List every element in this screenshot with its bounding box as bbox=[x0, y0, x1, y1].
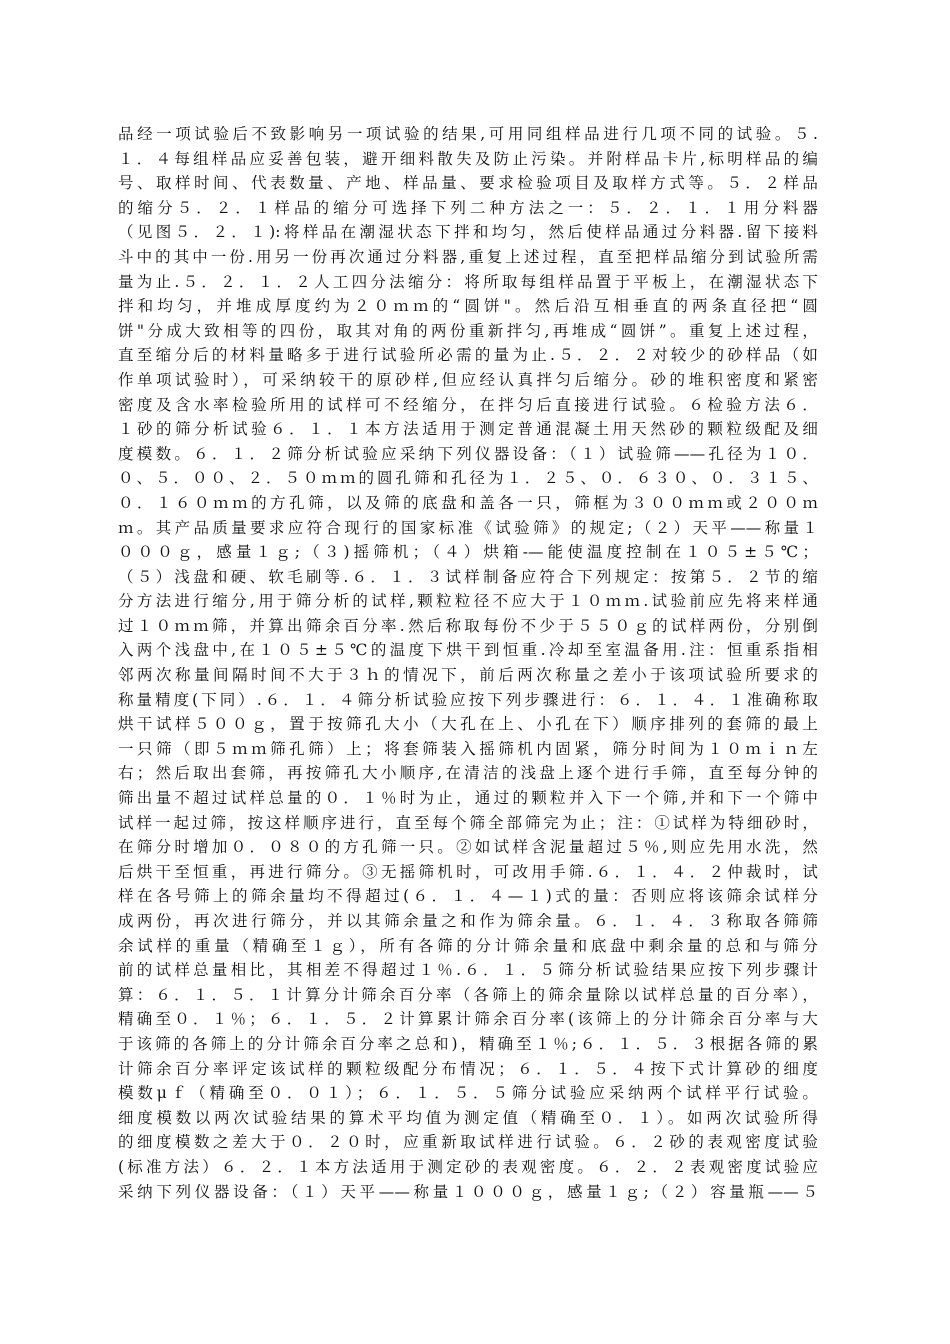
text-line: 试样一起过筛，按这样顺序进行，直至每个筛全部筛完为止；注：①试样为特细砂时， bbox=[118, 813, 818, 832]
text-line: 烘干试样５００ｇ，置于按筛孔大小（大孔在上、小孔在下）顺序排列的套筛的最上 bbox=[118, 715, 818, 734]
text-line: 的细度模数之差大于０．２０时，应重新取试样进行试验。６．２砂的表观密度试验 bbox=[118, 1133, 818, 1152]
text-line: ０．１６０ｍｍ的方孔筛，以及筛的底盘和盖各一只，筛框为３００ｍｍ或２００ｍ bbox=[118, 493, 818, 512]
text-line: 入两个浅盘中,在１０５±５℃的温度下烘干到恒重.冷却至室温备用.注：恒重系指相 bbox=[118, 641, 818, 660]
text-line: 号、取样时间、代表数量、产地、样品量、要求检验项目及取样方式等。５．２样品 bbox=[118, 174, 818, 193]
text-line: 直至缩分后的材料量略多于进行试验所必需的量为止.５．２．２对较少的砂样品（如 bbox=[118, 346, 818, 365]
text-line: （见图５．２．１):将样品在潮湿状态下拌和均匀，然后使样品通过分料器.留下接料 bbox=[118, 223, 818, 242]
text-line: 分方法进行缩分,用于筛分析的试样,颗粒粒径不应大于１０ｍｍ.试验前应先将来样通 bbox=[118, 592, 818, 611]
text-line: 品经一项试验后不致影响另一项试验的结果,可用同组样品进行几项不同的试验。５. bbox=[118, 125, 818, 143]
text-line: 筛出量不超过试样总量的０．１％时为止，通过的颗粒并入下一个筛,并和下一个筛中 bbox=[118, 789, 818, 808]
text-line: 精确至０．１％；６．１．５．２计算累计筛余百分率(该筛上的分计筛余百分率与大 bbox=[118, 1010, 818, 1029]
text-line: 模数μｆ（精确至０．０１）；６．１．５．５筛分试验应采纳两个试样平行试验。 bbox=[118, 1084, 818, 1103]
text-line: 前的试样总量相比，其相差不得超过１％.６．１．５筛分析试验结果应按下列步骤计 bbox=[118, 961, 818, 980]
text-line: 采纳下列仪器设备：（１）天平——称量１０００ｇ，感量１ｇ;（２）容量瓶——５ bbox=[118, 1182, 818, 1201]
text-line: 邻两次称量间隔时间不大于３ｈ的情况下，前后两次称量之差小于该项试验所要求的 bbox=[118, 666, 818, 685]
text-line: 作单项试验时），可采纳较干的原砂样,但应经认真拌匀后缩分。砂的堆积密度和紧密 bbox=[118, 370, 818, 389]
text-line: 算：６．１．５．１计算分计筛余百分率（各筛上的筛余量除以试样总量的百分率）， bbox=[118, 985, 818, 1004]
text-line: ０００ｇ，感量１ｇ;（３)摇筛机；（４）烘箱-—能使温度控制在１０５±５℃； bbox=[118, 543, 818, 562]
text-line: 样在各号筛上的筛余量均不得超过(６．１．４—１)式的量：否则应将该筛余试样分 bbox=[118, 887, 818, 906]
text-line: 细度模数以两次试验结果的算术平均值为测定值（精确至０．１）。如两次试验所得 bbox=[118, 1108, 818, 1127]
text-line: （５）浅盘和硬、软毛刷等.６．１．３试样制备应符合下列规定：按第５．２节的缩 bbox=[118, 567, 818, 586]
text-line: 密度及含水率检验所用的试样可不经缩分，在拌匀后直接进行试验。６检验方法６． bbox=[118, 395, 818, 414]
text-line: ｍ。其产品质量要求应符合现行的国家标准《试验筛》的规定;（２）天平——称量１ bbox=[118, 518, 818, 537]
text-line: 称量精度(下同）.６．１．４筛分析试验应按下列步骤进行：６．１．４．１准确称取 bbox=[118, 690, 818, 709]
text-line: 后烘干至恒重，再进行筛分。③无摇筛机时，可改用手筛.６．１．４．２仲裁时，试 bbox=[118, 862, 818, 881]
text-line: 饼"分成大致相等的四份，取其对角的两份重新拌匀,再堆成“圆饼”。重复上述过程， bbox=[118, 321, 818, 340]
text-line: 成两份，再次进行筛分，并以其筛余量之和作为筛余量。６．１．４．３称取各筛筛 bbox=[118, 912, 818, 930]
text-line: 斗中的其中一份.用另一份再次通过分料器,重复上述过程，直至把样品缩分到试验所需 bbox=[118, 247, 818, 266]
text-line: 计筛余百分率评定该试样的颗粒级配分布情况；６．１．５．４按下式计算砂的细度 bbox=[118, 1059, 818, 1078]
text-line: 一只筛（即５ｍｍ筛孔筛）上；将套筛装入摇筛机内固紧，筛分时间为１０ｍｉｎ左 bbox=[118, 739, 818, 758]
text-line: ０、５．００、２．５０ｍｍ的圆孔筛和孔径为１．２５、０．６３０、０．３１５、 bbox=[118, 469, 818, 488]
text-line: 在筛分时增加０．０８０的方孔筛一只。②如试样含泥量超过５％,则应先用水洗，然 bbox=[118, 838, 818, 857]
document-page bbox=[118, 122, 818, 1204]
text-line: (标准方法）６．２．１本方法适用于测定砂的表观密度。６．２．２表观密度试验应 bbox=[118, 1157, 818, 1176]
text-line: 的缩分５．２．１样品的缩分可选择下列二种方法之一：５．２．１．１用分料器 bbox=[118, 198, 818, 217]
text-line: 过１０ｍｍ筛，并算出筛余百分率.然后称取每份不少于５５０ｇ的试样两份，分别倒 bbox=[118, 616, 818, 635]
text-line: 量为止.５．２．１．２人工四分法缩分：将所取每组样品置于平板上，在潮湿状态下 bbox=[118, 272, 818, 291]
text-line: 拌和均匀，并堆成厚度约为２０ｍｍ的“圆饼"。然后沿互相垂直的两条直径把“圆 bbox=[118, 297, 818, 316]
text-line: １砂的筛分析试验６．１．１本方法适用于测定普通混凝土用天然砂的颗粒级配及细 bbox=[118, 420, 818, 439]
text-line: 度模数。６．１．２筛分析试验应采纳下列仪器设备：（１）试验筛——孔径为１０． bbox=[118, 444, 818, 463]
text-line: 余试样的重量（精确至１ｇ），所有各筛的分计筛余量和底盘中剩余量的总和与筛分 bbox=[118, 936, 818, 955]
text-line: 右；然后取出套筛，再按筛孔大小顺序,在清洁的浅盘上逐个进行手筛，直至每分钟的 bbox=[118, 764, 818, 783]
text-line: １．４每组样品应妥善包装，避开细料散失及防止污染。并附样品卡片,标明样品的编 bbox=[118, 149, 818, 168]
text-line: 于该筛的各筛上的分计筛余百分率之总和)，精确至１％;６．１．５．３根据各筛的累 bbox=[118, 1034, 818, 1053]
